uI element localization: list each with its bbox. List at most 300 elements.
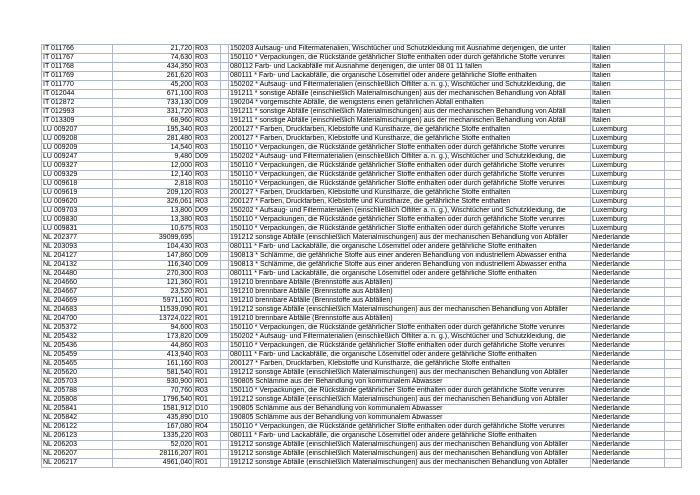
cell-id: NL 205372 <box>42 324 113 333</box>
cell-quantity: 161,160 <box>113 360 194 369</box>
cell-procedure-code: R03 <box>194 387 221 396</box>
cell-empty <box>665 387 682 396</box>
cell-country: Niederlande <box>591 315 665 324</box>
cell-procedure-code: R03 <box>194 171 221 180</box>
cell-procedure-code: R03 <box>194 180 221 189</box>
cell-waste-description: 080111 * Farb- und Lackabfälle, die organische Lösemittel oder andere gefährliche Stoffe enthalten <box>229 243 591 252</box>
cell-quantity: 44,860 <box>113 342 194 351</box>
cell-waste-description: 191212 sonstige Abfälle (einschließlich Materialmischungen) aus der mechanischen Behandlung von Abfäller <box>229 234 591 243</box>
cell-empty <box>221 81 229 90</box>
cell-id: NL 206217 <box>42 459 113 468</box>
table-body <box>42 45 682 468</box>
cell-empty <box>665 315 682 324</box>
cell-empty <box>665 270 682 279</box>
cell-empty <box>221 225 229 234</box>
cell-country: Niederlande <box>591 324 665 333</box>
cell-empty <box>221 45 229 54</box>
cell-id: NL 205808 <box>42 396 113 405</box>
cell-waste-description: 200127 * Farben, Druckfarben, Klebstoffe und Kunstharze, die gefährliche Stoffe enthalten <box>229 198 591 207</box>
cell-quantity: 4961,040 <box>113 459 194 468</box>
cell-empty <box>665 126 682 135</box>
cell-id: NL 206122 <box>42 423 113 432</box>
cell-id: NL 205788 <box>42 387 113 396</box>
cell-country: Italien <box>591 117 665 126</box>
cell-empty <box>221 270 229 279</box>
cell-quantity: 121,360 <box>113 279 194 288</box>
cell-empty <box>221 54 229 63</box>
cell-procedure-code: R03 <box>194 342 221 351</box>
cell-procedure-code <box>194 234 221 243</box>
cell-country: Luxemburg <box>591 189 665 198</box>
cell-country: Luxemburg <box>591 126 665 135</box>
table-row <box>42 63 682 72</box>
cell-waste-description: 200127 * Farben, Druckfarben, Klebstoffe und Kunstharze, die gefährliche Stoffe enthalten <box>229 189 591 198</box>
cell-id: IT 011767 <box>42 54 113 63</box>
cell-quantity: 13,800 <box>113 207 194 216</box>
cell-quantity: 281,480 <box>113 135 194 144</box>
cell-procedure-code: R01 <box>194 369 221 378</box>
cell-country: Luxemburg <box>591 135 665 144</box>
waste-shipment-table <box>41 44 682 468</box>
cell-country: Niederlande <box>591 351 665 360</box>
cell-id: IT 011770 <box>42 81 113 90</box>
table-row <box>42 117 682 126</box>
cell-empty <box>221 387 229 396</box>
cell-empty <box>665 72 682 81</box>
table-row <box>42 369 682 378</box>
cell-country: Niederlande <box>591 396 665 405</box>
cell-empty <box>221 117 229 126</box>
cell-procedure-code: D09 <box>194 252 221 261</box>
cell-empty <box>221 162 229 171</box>
cell-empty <box>665 54 682 63</box>
cell-country: Luxemburg <box>591 225 665 234</box>
cell-empty <box>221 144 229 153</box>
cell-country: Italien <box>591 63 665 72</box>
cell-quantity: 23,520 <box>113 288 194 297</box>
cell-waste-description: 150202 * Aufsaug- und Filtermaterialien (einschließlich Ölfilter a. n. g.), Wischtücher und Schutzkleidung, die <box>229 153 591 162</box>
cell-empty <box>221 90 229 99</box>
cell-country: Niederlande <box>591 459 665 468</box>
cell-country: Italien <box>591 45 665 54</box>
cell-id: LU 009618 <box>42 180 113 189</box>
cell-procedure-code: R03 <box>194 198 221 207</box>
cell-empty <box>221 126 229 135</box>
cell-quantity: 12,000 <box>113 162 194 171</box>
cell-procedure-code: R03 <box>194 54 221 63</box>
cell-empty <box>665 216 682 225</box>
cell-quantity: 167,080 <box>113 423 194 432</box>
cell-quantity: 70,760 <box>113 387 194 396</box>
cell-empty <box>221 333 229 342</box>
cell-empty <box>665 189 682 198</box>
cell-quantity: 435,890 <box>113 414 194 423</box>
table-row <box>42 360 682 369</box>
cell-empty <box>665 351 682 360</box>
cell-empty <box>665 243 682 252</box>
cell-empty <box>221 108 229 117</box>
table-row <box>42 207 682 216</box>
table-row <box>42 252 682 261</box>
cell-waste-description: 191212 sonstige Abfälle (einschließlich Materialmischungen) aus der mechanischen Behandlung von Abfäller <box>229 396 591 405</box>
cell-quantity: 94,600 <box>113 324 194 333</box>
cell-empty <box>221 189 229 198</box>
cell-quantity: 270,300 <box>113 270 194 279</box>
cell-waste-description: 191212 sonstige Abfälle (einschließlich Materialmischungen) aus der mechanischen Behandlung von Abfäller <box>229 450 591 459</box>
cell-id: NL 204667 <box>42 288 113 297</box>
table-row <box>42 234 682 243</box>
cell-quantity: 39099,695 <box>113 234 194 243</box>
cell-waste-description: 190204 * vorgemischte Abfälle, die wenigstens einen gefährlichen Abfall enthalten <box>229 99 591 108</box>
table-row <box>42 81 682 90</box>
cell-country: Niederlande <box>591 387 665 396</box>
cell-quantity: 413,940 <box>113 351 194 360</box>
table-row <box>42 243 682 252</box>
cell-country: Luxemburg <box>591 171 665 180</box>
cell-country: Niederlande <box>591 306 665 315</box>
cell-id: NL 205842 <box>42 414 113 423</box>
cell-country: Niederlande <box>591 360 665 369</box>
cell-quantity: 261,620 <box>113 72 194 81</box>
cell-waste-description: 150110 * Verpackungen, die Rückstände gefährlicher Stoffe enthalten oder durch gefährliche Stoffe verunrei <box>229 387 591 396</box>
cell-id: NL 204127 <box>42 252 113 261</box>
table-row <box>42 414 682 423</box>
cell-empty <box>221 450 229 459</box>
cell-empty <box>221 243 229 252</box>
cell-procedure-code: R03 <box>194 225 221 234</box>
cell-id: IT 013309 <box>42 117 113 126</box>
table-row <box>42 90 682 99</box>
cell-country: Niederlande <box>591 288 665 297</box>
cell-procedure-code: R03 <box>194 351 221 360</box>
cell-quantity: 11539,090 <box>113 306 194 315</box>
cell-waste-description: 200127 * Farben, Druckfarben, Klebstoffe und Kunstharze, die gefährliche Stoffe enthalten <box>229 126 591 135</box>
cell-procedure-code: R03 <box>194 360 221 369</box>
cell-empty <box>665 90 682 99</box>
cell-procedure-code: R03 <box>194 45 221 54</box>
cell-empty <box>665 117 682 126</box>
cell-procedure-code: D09 <box>194 99 221 108</box>
cell-procedure-code: D09 <box>194 153 221 162</box>
cell-empty <box>221 432 229 441</box>
cell-id: NL 203093 <box>42 243 113 252</box>
cell-id: LU 009208 <box>42 135 113 144</box>
table-row <box>42 405 682 414</box>
cell-waste-description: 150202 * Aufsaug- und Filtermaterialien (einschließlich Ölfilter a. n. g.), Wischtücher und Schutzkleidung, die <box>229 333 591 342</box>
cell-quantity: 28116,207 <box>113 450 194 459</box>
table-row <box>42 270 682 279</box>
table-row <box>42 450 682 459</box>
table-row <box>42 108 682 117</box>
cell-waste-description: 150110 * Verpackungen, die Rückstände gefährlicher Stoffe enthalten oder durch gefährliche Stoffe verunrei <box>229 225 591 234</box>
cell-id: NL 206203 <box>42 441 113 450</box>
cell-quantity: 5971,160 <box>113 297 194 306</box>
cell-procedure-code: R01 <box>194 396 221 405</box>
table-row <box>42 126 682 135</box>
cell-empty <box>665 261 682 270</box>
cell-procedure-code: D09 <box>194 333 221 342</box>
table-row <box>42 216 682 225</box>
table-row <box>42 153 682 162</box>
table-row <box>42 333 682 342</box>
cell-procedure-code: D09 <box>194 261 221 270</box>
cell-country: Niederlande <box>591 279 665 288</box>
cell-procedure-code: R03 <box>194 81 221 90</box>
cell-waste-description: 191211 * sonstige Abfälle (einschließlich Materialmischungen) aus der mechanischen Behandlung von Abfäll <box>229 117 591 126</box>
cell-country: Luxemburg <box>591 162 665 171</box>
cell-procedure-code: R03 <box>194 162 221 171</box>
cell-procedure-code: D10 <box>194 405 221 414</box>
table-row <box>42 198 682 207</box>
table-row <box>42 135 682 144</box>
cell-empty <box>221 441 229 450</box>
cell-id: NL 205841 <box>42 405 113 414</box>
cell-empty <box>665 324 682 333</box>
table-row <box>42 297 682 306</box>
cell-country: Luxemburg <box>591 198 665 207</box>
cell-quantity: 2,818 <box>113 180 194 189</box>
cell-quantity: 173,820 <box>113 333 194 342</box>
table-row <box>42 432 682 441</box>
cell-procedure-code: R03 <box>194 270 221 279</box>
cell-waste-description: 150110 * Verpackungen, die Rückstände gefährlicher Stoffe enthalten oder durch gefährliche Stoffe verunrei <box>229 180 591 189</box>
cell-procedure-code: R03 <box>194 108 221 117</box>
cell-empty <box>665 171 682 180</box>
cell-quantity: 1335,220 <box>113 432 194 441</box>
table-row <box>42 387 682 396</box>
cell-empty <box>665 162 682 171</box>
cell-empty <box>221 288 229 297</box>
cell-id: LU 009620 <box>42 198 113 207</box>
cell-quantity: 104,430 <box>113 243 194 252</box>
table-row <box>42 396 682 405</box>
cell-id: LU 009207 <box>42 126 113 135</box>
cell-empty <box>221 324 229 333</box>
cell-id: LU 009247 <box>42 153 113 162</box>
cell-quantity: 12,140 <box>113 171 194 180</box>
table-row <box>42 72 682 81</box>
cell-country: Italien <box>591 90 665 99</box>
cell-waste-description: 080111 * Farb- und Lackabfälle, die organische Lösemittel oder andere gefährliche Stoffe enthalten <box>229 72 591 81</box>
cell-empty <box>221 171 229 180</box>
cell-empty <box>221 99 229 108</box>
cell-procedure-code: R01 <box>194 441 221 450</box>
table-row <box>42 459 682 468</box>
cell-procedure-code: R01 <box>194 297 221 306</box>
cell-waste-description: 191212 sonstige Abfälle (einschließlich Materialmischungen) aus der mechanischen Behandlung von Abfäller <box>229 369 591 378</box>
cell-empty <box>665 144 682 153</box>
cell-procedure-code: R01 <box>194 459 221 468</box>
cell-procedure-code: R03 <box>194 144 221 153</box>
table-row <box>42 261 682 270</box>
cell-id: LU 009703 <box>42 207 113 216</box>
cell-procedure-code: R03 <box>194 63 221 72</box>
cell-waste-description: 200127 * Farben, Druckfarben, Klebstoffe und Kunstharze, die gefährliche Stoffe enthalten <box>229 360 591 369</box>
cell-waste-description: 191211 * sonstige Abfälle (einschließlich Materialmischungen) aus der mechanischen Behandlung von Abfäll <box>229 108 591 117</box>
cell-id: NL 205465 <box>42 360 113 369</box>
table-row <box>42 144 682 153</box>
cell-empty <box>665 108 682 117</box>
cell-empty <box>221 63 229 72</box>
cell-waste-description: 190813 * Schlämme, die gefährliche Stoffe aus einer anderen Behandlung von industriellem Abwasser entha <box>229 261 591 270</box>
table-row <box>42 171 682 180</box>
cell-country: Niederlande <box>591 423 665 432</box>
cell-quantity: 21,720 <box>113 45 194 54</box>
cell-quantity: 733,130 <box>113 99 194 108</box>
cell-empty <box>221 153 229 162</box>
cell-id: NL 205432 <box>42 333 113 342</box>
table-row <box>42 54 682 63</box>
cell-quantity: 10,675 <box>113 225 194 234</box>
cell-procedure-code: R03 <box>194 90 221 99</box>
cell-empty <box>665 45 682 54</box>
cell-empty <box>665 207 682 216</box>
cell-waste-description: 150202 * Aufsaug- und Filtermaterialien (einschließlich Ölfilter a. n. g.), Wischtücher und Schutzkleidung, die <box>229 81 591 90</box>
cell-procedure-code: R01 <box>194 450 221 459</box>
cell-quantity: 434,350 <box>113 63 194 72</box>
cell-empty <box>665 198 682 207</box>
cell-procedure-code: R03 <box>194 432 221 441</box>
table-row <box>42 306 682 315</box>
cell-quantity: 1581,912 <box>113 405 194 414</box>
cell-id: NL 204700 <box>42 315 113 324</box>
cell-country: Italien <box>591 108 665 117</box>
cell-country: Niederlande <box>591 252 665 261</box>
cell-waste-description: 191211 * sonstige Abfälle (einschließlich Materialmischungen) aus der mechanischen Behandlung von Abfäll <box>229 90 591 99</box>
cell-empty <box>221 414 229 423</box>
cell-waste-description: 080112 Farb- und Lackabfälle mit Ausnahme derjenigen, die unter 08 01 11 fallen <box>229 63 591 72</box>
cell-empty <box>665 414 682 423</box>
cell-empty <box>665 405 682 414</box>
cell-waste-description: 150203 Aufsaug- und Filtermaterialien, Wischtücher und Schutzkleidung mit Ausnahme derjenigen, die unter <box>229 45 591 54</box>
cell-procedure-code: R03 <box>194 117 221 126</box>
table-row <box>42 288 682 297</box>
cell-id: NL 206123 <box>42 432 113 441</box>
cell-id: LU 009831 <box>42 225 113 234</box>
cell-empty <box>221 378 229 387</box>
cell-waste-description: 150110 * Verpackungen, die Rückstände gefährlicher Stoffe enthalten oder durch gefährliche Stoffe verunrei <box>229 171 591 180</box>
cell-id: NL 205459 <box>42 351 113 360</box>
cell-quantity: 581,540 <box>113 369 194 378</box>
cell-country: Niederlande <box>591 378 665 387</box>
cell-id: NL 205703 <box>42 378 113 387</box>
cell-empty <box>221 198 229 207</box>
cell-empty <box>665 180 682 189</box>
cell-waste-description: 080111 * Farb- und Lackabfälle, die organische Lösemittel oder andere gefährliche Stoffe enthalten <box>229 270 591 279</box>
cell-waste-description: 190805 Schlämme aus der Behandlung von kommunalem Abwasser <box>229 378 591 387</box>
table-row <box>42 189 682 198</box>
cell-waste-description: 200127 * Farben, Druckfarben, Klebstoffe und Kunstharze, die gefährliche Stoffe enthalten <box>229 135 591 144</box>
cell-waste-description: 150110 * Verpackungen, die Rückstände gefährlicher Stoffe enthalten oder durch gefährliche Stoffe verunrei <box>229 144 591 153</box>
cell-country: Niederlande <box>591 234 665 243</box>
cell-waste-description: 191210 brennbare Abfälle (Brennstoffe aus Abfällen) <box>229 288 591 297</box>
cell-empty <box>221 261 229 270</box>
table-row <box>42 342 682 351</box>
cell-procedure-code: D10 <box>194 414 221 423</box>
table-row <box>42 162 682 171</box>
cell-empty <box>665 423 682 432</box>
cell-country: Italien <box>591 72 665 81</box>
cell-country: Niederlande <box>591 405 665 414</box>
cell-quantity: 326,061 <box>113 198 194 207</box>
cell-country: Luxemburg <box>591 153 665 162</box>
cell-quantity: 13,380 <box>113 216 194 225</box>
cell-id: NL 202377 <box>42 234 113 243</box>
cell-id: NL 206207 <box>42 450 113 459</box>
cell-procedure-code: R01 <box>194 315 221 324</box>
cell-procedure-code: R03 <box>194 189 221 198</box>
cell-waste-description: 150110 * Verpackungen, die Rückstände gefährlicher Stoffe enthalten oder durch gefährliche Stoffe verunrei <box>229 216 591 225</box>
cell-id: LU 009209 <box>42 144 113 153</box>
cell-empty <box>221 351 229 360</box>
cell-empty <box>665 81 682 90</box>
cell-empty <box>665 333 682 342</box>
cell-id: LU 009830 <box>42 216 113 225</box>
cell-empty <box>665 252 682 261</box>
cell-id: NL 204669 <box>42 297 113 306</box>
cell-empty <box>665 288 682 297</box>
cell-waste-description: 150110 * Verpackungen, die Rückstände gefährlicher Stoffe enthalten oder durch gefährliche Stoffe verunrei <box>229 54 591 63</box>
cell-id: NL 204683 <box>42 306 113 315</box>
cell-waste-description: 191210 brennbare Abfälle (Brennstoffe aus Abfällen) <box>229 279 591 288</box>
cell-id: IT 012993 <box>42 108 113 117</box>
cell-waste-description: 190805 Schlämme aus der Behandlung von kommunalem Abwasser <box>229 405 591 414</box>
cell-procedure-code: R03 <box>194 72 221 81</box>
cell-quantity: 671,100 <box>113 90 194 99</box>
cell-quantity: 195,340 <box>113 126 194 135</box>
cell-waste-description: 191212 sonstige Abfälle (einschließlich Materialmischungen) aus der mechanischen Behandlung von Abfäller <box>229 306 591 315</box>
cell-country: Italien <box>591 81 665 90</box>
cell-id: NL 204480 <box>42 270 113 279</box>
table-row <box>42 315 682 324</box>
cell-procedure-code: D09 <box>194 207 221 216</box>
cell-waste-description: 150110 * Verpackungen, die Rückstände gefährlicher Stoffe enthalten oder durch gefährliche Stoffe verunrei <box>229 162 591 171</box>
cell-procedure-code: R01 <box>194 306 221 315</box>
cell-empty <box>665 63 682 72</box>
cell-empty <box>665 279 682 288</box>
cell-procedure-code: R03 <box>194 324 221 333</box>
cell-empty <box>221 72 229 81</box>
cell-empty <box>221 360 229 369</box>
cell-quantity: 116,340 <box>113 261 194 270</box>
cell-empty <box>665 432 682 441</box>
cell-id: IT 012044 <box>42 90 113 99</box>
cell-id: IT 011768 <box>42 63 113 72</box>
cell-empty <box>665 153 682 162</box>
cell-empty <box>665 441 682 450</box>
cell-id: LU 009619 <box>42 189 113 198</box>
cell-id: NL 204660 <box>42 279 113 288</box>
cell-empty <box>221 369 229 378</box>
cell-country: Niederlande <box>591 297 665 306</box>
cell-empty <box>221 342 229 351</box>
cell-quantity: 147,860 <box>113 252 194 261</box>
table-row <box>42 441 682 450</box>
cell-waste-description: 191212 sonstige Abfälle (einschließlich Materialmischungen) aus der mechanischen Behandlung von Abfäller <box>229 441 591 450</box>
cell-country: Niederlande <box>591 243 665 252</box>
cell-quantity: 45,200 <box>113 81 194 90</box>
cell-waste-description: 150110 * Verpackungen, die Rückstände gefährlicher Stoffe enthalten oder durch gefährliche Stoffe verunrei <box>229 342 591 351</box>
table-row <box>42 351 682 360</box>
cell-procedure-code: R03 <box>194 135 221 144</box>
cell-waste-description: 191212 sonstige Abfälle (einschließlich Materialmischungen) aus der mechanischen Behandlung von Abfäller <box>229 459 591 468</box>
cell-empty <box>665 459 682 468</box>
cell-empty <box>665 360 682 369</box>
cell-empty <box>665 225 682 234</box>
cell-waste-description: 080111 * Farb- und Lackabfälle, die organische Lösemittel oder andere gefährliche Stoffe enthalten <box>229 432 591 441</box>
cell-waste-description: 190813 * Schlämme, die gefährliche Stoffe aus einer anderen Behandlung von industriellem Abwasser entha <box>229 252 591 261</box>
cell-waste-description: 150202 * Aufsaug- und Filtermaterialien (einschließlich Ölfilter a. n. g.), Wischtücher und Schutzkleidung, die <box>229 207 591 216</box>
